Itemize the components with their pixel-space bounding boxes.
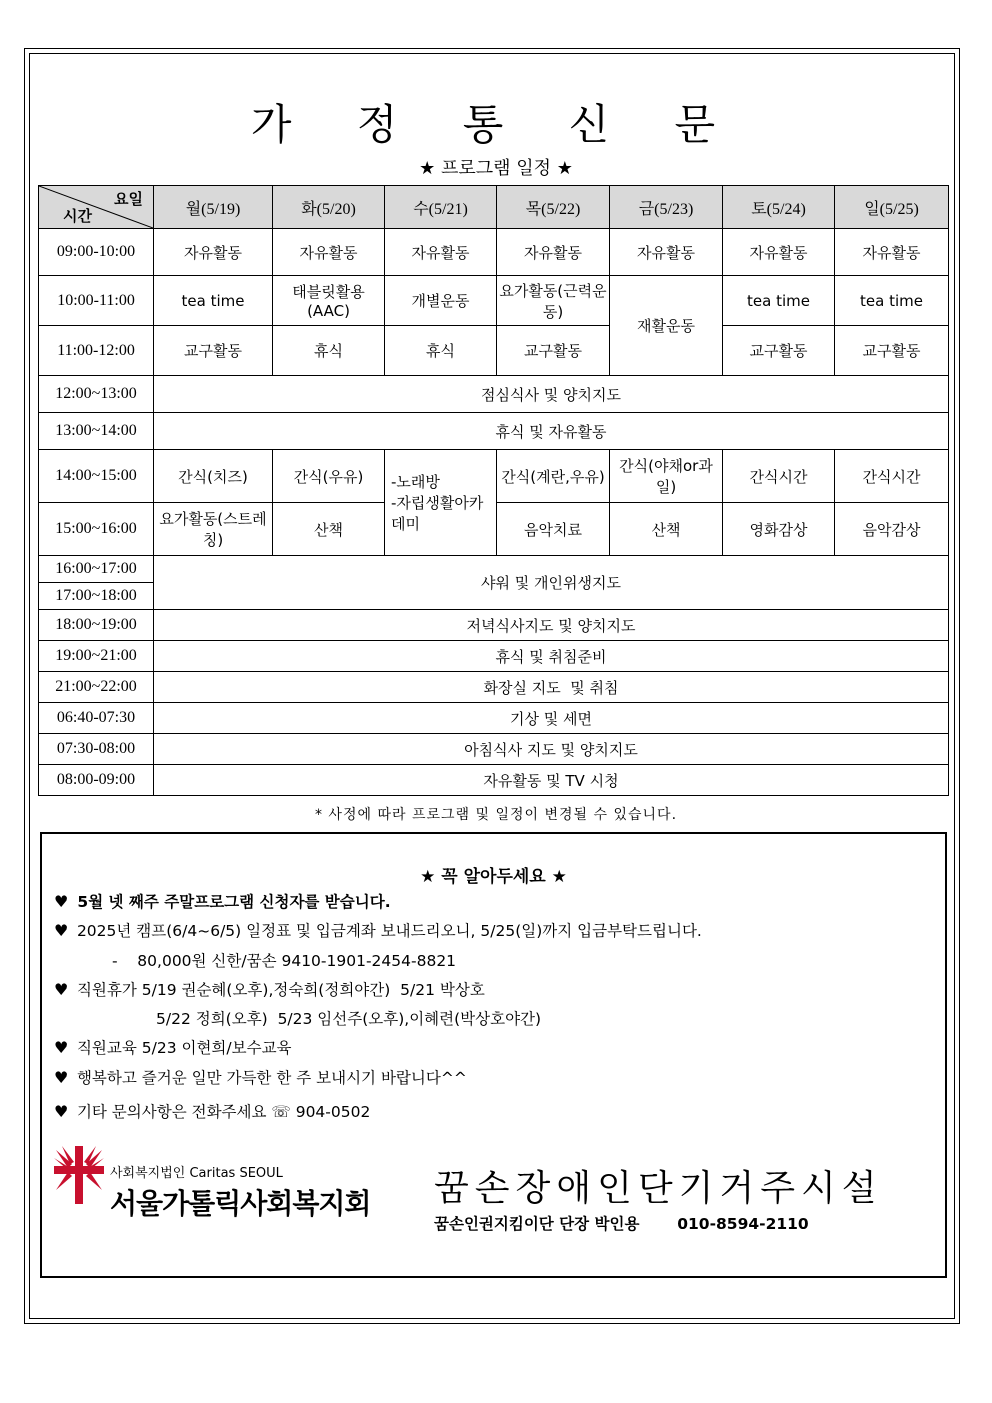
day-header-fri: 금(5/23) (610, 186, 723, 229)
activity-cell: 휴식 (273, 326, 385, 376)
time-cell: 09:00-10:00 (39, 229, 154, 276)
activity-cell: tea time (723, 276, 835, 326)
activity-cell: 자유활동 (610, 229, 723, 276)
table-row (39, 672, 949, 703)
notice-item (54, 978, 485, 1000)
activity-cell: 점심식사 및 양치지도 (154, 376, 949, 413)
notice-text: 직원교육 5/23 이현희/보수교육 (76, 1039, 292, 1057)
time-cell: 14:00~15:00 (39, 450, 154, 503)
facility-name: 꿈손장애인단기거주시설 (434, 1168, 883, 1209)
activity-cell: 영화감상 (723, 503, 835, 556)
table-row (39, 556, 949, 583)
activity-cell: 음악감상 (835, 503, 949, 556)
day-header-tue: 화(5/20) (273, 186, 385, 229)
notice-item (54, 890, 391, 912)
time-cell: 15:00~16:00 (39, 503, 154, 556)
activity-cell: 산책 (610, 503, 723, 556)
corner-day-label: 요일 (114, 190, 143, 208)
activity-cell: 간식(우유) (273, 450, 385, 503)
heart-icon: ♥ (54, 921, 69, 940)
header-row (39, 186, 949, 229)
notice-box (40, 832, 947, 1278)
time-cell: 07:30-08:00 (39, 734, 154, 765)
notice-item (54, 919, 702, 941)
activity-cell: 개별운동 (385, 276, 497, 326)
notice-text: 직원휴가 5/19 권순혜(오후),정숙희(정희야간) 5/21 박상호 (76, 981, 485, 999)
activity-cell: tea time (835, 276, 949, 326)
table-row (39, 610, 949, 641)
activity-cell: 휴식 및 자유활동 (154, 413, 949, 450)
table-row (39, 734, 949, 765)
activity-cell: 산책 (273, 503, 385, 556)
logo-name: 서울가톨릭사회복지회 (110, 1187, 371, 1220)
day-header-sat: 토(5/24) (723, 186, 835, 229)
time-cell: 19:00~21:00 (39, 641, 154, 672)
time-cell: 11:00-12:00 (39, 326, 154, 376)
time-cell: 16:00~17:00 (39, 556, 154, 583)
notice-text: 5/22 정희(오후) 5/23 임선주(오후),이혜련(박상호야간) (156, 1010, 542, 1028)
notice-item (54, 1100, 370, 1122)
activity-cell: 태블릿활용(AAC) (273, 276, 385, 326)
activity-cell: 휴식 (385, 326, 497, 376)
table-row (39, 276, 949, 326)
activity-cell: 간식시간 (723, 450, 835, 503)
notice-text: 기타 문의사항은 전화주세요 ☏ 904-0502 (76, 1103, 371, 1121)
activity-cell: 요가활동(스트레칭) (154, 503, 273, 556)
time-cell: 17:00~18:00 (39, 583, 154, 610)
heart-icon: ♥ (54, 1038, 69, 1057)
time-cell: 06:40-07:30 (39, 703, 154, 734)
heart-icon: ♥ (54, 1068, 69, 1087)
activity-cell: 교구활동 (497, 326, 610, 376)
notice-text: 2025년 캠프(6/4~6/5) 일정표 및 입금계좌 보내드리오니, 5/25(일)까지 입금부탁드립니다. (76, 922, 702, 940)
activity-cell: 아침식사 지도 및 양치지도 (154, 734, 949, 765)
activity-cell: 자유활동 (385, 229, 497, 276)
corner-header (39, 186, 154, 229)
time-cell: 13:00~14:00 (39, 413, 154, 450)
heart-icon: ♥ (54, 980, 69, 999)
activity-cell: 자유활동 (154, 229, 273, 276)
activity-cell: 휴식 및 취침준비 (154, 641, 949, 672)
heart-icon: ♥ (54, 892, 69, 911)
time-cell: 10:00-11:00 (39, 276, 154, 326)
day-header-sun: 일(5/25) (835, 186, 949, 229)
activity-cell: 저녁식사지도 및 양치지도 (154, 610, 949, 641)
page-title: 가 정 통 신 문 (250, 100, 742, 149)
activity-cell: 간식(계란,우유) (497, 450, 610, 503)
notice-text: 행복하고 즐거운 일만 가득한 한 주 보내시기 바랍니다^^ (76, 1069, 467, 1087)
table-row (39, 376, 949, 413)
notice-item (54, 1066, 467, 1088)
notice-item (112, 949, 456, 971)
activity-cell: 재활운동 (610, 276, 723, 376)
activity-cell: 요가활동(근력운동) (497, 276, 610, 326)
corner-time-label: 시간 (63, 207, 92, 225)
schedule-change-note: * 사정에 따라 프로그램 및 일정이 변경될 수 있습니다. (314, 807, 678, 823)
activity-cell: 자유활동 (273, 229, 385, 276)
time-cell: 08:00-09:00 (39, 765, 154, 796)
activity-cell: 화장실 지도 및 취침 (154, 672, 949, 703)
activity-cell: 간식(야채or과일) (610, 450, 723, 503)
activity-cell: 자유활동 (723, 229, 835, 276)
table-row (39, 703, 949, 734)
activity-cell: 교구활동 (835, 326, 949, 376)
logo-subtitle: 사회복지법인 Caritas SEOUL (110, 1166, 283, 1181)
caritas-logo (52, 1144, 372, 1234)
day-header-mon: 월(5/19) (154, 186, 273, 229)
day-header-wed: 수(5/21) (385, 186, 497, 229)
activity-cell: 자유활동 (835, 229, 949, 276)
activity-cell: tea time (154, 276, 273, 326)
caritas-cross-icon (52, 1144, 106, 1208)
activity-cell: -노래방 -자립생활아카데미 (385, 450, 497, 556)
activity-cell: 간식(치즈) (154, 450, 273, 503)
table-row (39, 229, 949, 276)
table-row (39, 450, 949, 503)
activity-cell: 샤워 및 개인위생지도 (154, 556, 949, 610)
facility-contact: 꿈손인권지킴이단 단장 박인용 010-8594-2110 (434, 1215, 809, 1233)
schedule-subtitle: ★ 프로그램 일정 ★ (419, 158, 573, 179)
notice-title: ★ 꼭 알아두세요 ★ (420, 867, 567, 887)
activity-cell: 자유활동 (497, 229, 610, 276)
table-row (39, 326, 949, 376)
table-row (39, 641, 949, 672)
activity-cell: 음악치료 (497, 503, 610, 556)
time-cell: 18:00~19:00 (39, 610, 154, 641)
heart-icon: ♥ (54, 1102, 69, 1121)
activity-cell: 자유활동 및 TV 시청 (154, 765, 949, 796)
time-cell: 12:00~13:00 (39, 376, 154, 413)
notice-item (156, 1007, 541, 1029)
time-cell: 21:00~22:00 (39, 672, 154, 703)
table-row (39, 765, 949, 796)
day-header-thu: 목(5/22) (497, 186, 610, 229)
notice-text: - 80,000원 신한/꿈손 9410-1901-2454-8821 (112, 952, 457, 970)
notice-text: 5월 넷 째주 주말프로그램 신청자를 받습니다. (77, 893, 391, 911)
activity-cell: 교구활동 (154, 326, 273, 376)
schedule-table (38, 185, 949, 796)
activity-cell: 기상 및 세면 (154, 703, 949, 734)
table-row (39, 413, 949, 450)
activity-cell: 교구활동 (723, 326, 835, 376)
notice-item (54, 1036, 292, 1058)
activity-cell: 간식시간 (835, 450, 949, 503)
